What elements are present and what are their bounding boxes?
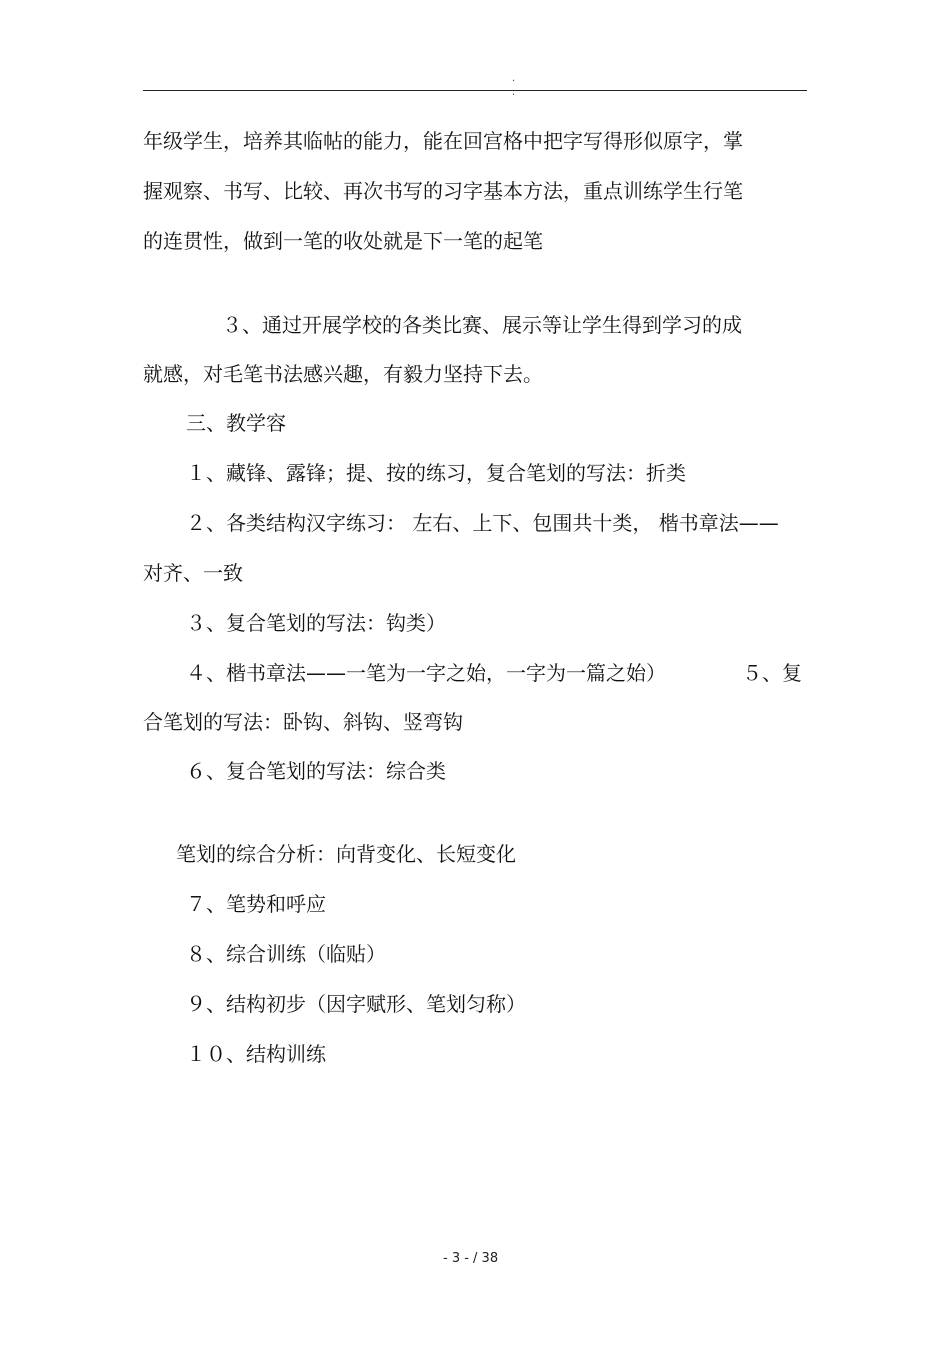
body-line: 对齐、一致	[143, 561, 243, 585]
body-line: １０、结构训练	[186, 1042, 326, 1066]
body-line: 握观察、书写、比较、再次书写的习字基本方法，重点训练学生行笔	[143, 179, 743, 203]
section-heading: 三、教学容	[186, 411, 286, 435]
body-line: １、藏锋、露锋；提、按的练习，复合笔划的写法：折类	[186, 461, 686, 485]
body-line: ３、复合笔划的写法：钩类）	[186, 611, 446, 635]
header-marks: . .	[512, 73, 534, 98]
body-line: 就感，对毛笔书法感兴趣，有毅力坚持下去。	[143, 362, 543, 386]
body-line: ３、通过开展学校的各类比赛、展示等让学生得到学习的成	[222, 313, 742, 337]
body-line: ４、楷书章法——一笔为一字之始，一字为一篇之始）	[186, 661, 666, 685]
body-line: ８、综合训练（临贴）	[186, 942, 386, 966]
header-rule	[143, 90, 807, 91]
body-line: ２、各类结构汉字练习： 左右、上下、包围共十类， 楷书章法——	[186, 511, 779, 535]
body-line: 年级学生，培养其临帖的能力，能在回宫格中把字写得形似原字，掌	[143, 129, 743, 153]
body-line: ５、复	[742, 661, 802, 685]
body-line: ６、复合笔划的写法：综合类	[186, 759, 446, 783]
body-line: 的连贯性，做到一笔的收处就是下一笔的起笔	[143, 229, 543, 253]
page-number: - 3 - / 38	[443, 1251, 499, 1266]
body-line: 合笔划的写法：卧钩、斜钩、竖弯钩	[143, 710, 463, 734]
body-line: ７、笔势和呼应	[186, 892, 326, 916]
body-line: ９、结构初步（因字赋形、笔划匀称）	[186, 992, 526, 1016]
body-line: 笔划的综合分析：向背变化、长短变化	[176, 842, 516, 866]
